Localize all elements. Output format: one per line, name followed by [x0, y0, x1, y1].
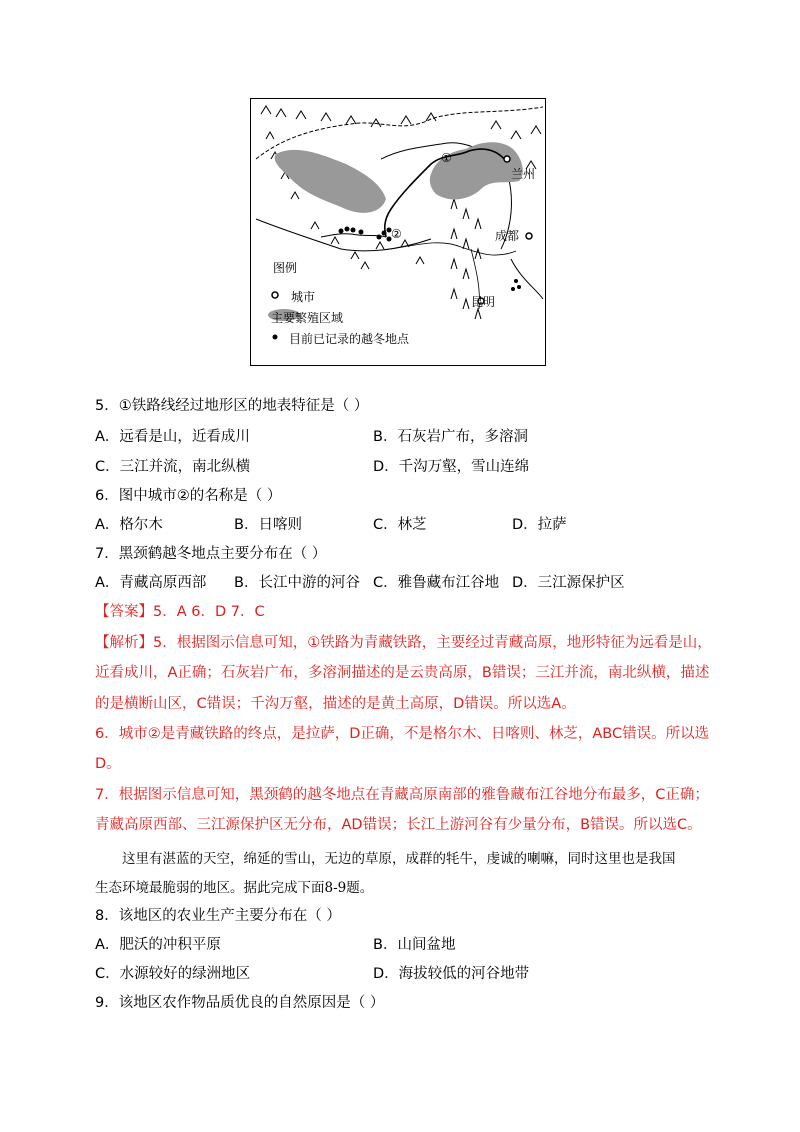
q6-option-b: B．日喀则: [234, 517, 302, 533]
analysis-q7-line-1: 7．根据图示信息可知，黑颈鹤的越冬地点在青藏高原南部的雅鲁藏布江谷地分布最多，C正确；: [95, 787, 709, 803]
city-label-lanzhou: 兰州: [511, 167, 536, 181]
q5-option-c: C．三江并流，南北纵横: [95, 459, 251, 475]
city-label-chengdu: 成都: [495, 229, 520, 243]
q7-option-d: D．三江源保护区: [512, 575, 625, 591]
q6-option-a: A．格尔木: [95, 517, 163, 533]
winter-points: [339, 227, 522, 292]
legend-winter-swatch: [273, 335, 278, 340]
q6-option-d: D．拉萨: [512, 517, 567, 533]
legend-winter-label: 目前已记录的越冬地点: [289, 332, 410, 346]
q7-option-a: A．青藏高原西部: [95, 575, 207, 591]
legend-title: 图例: [273, 261, 298, 275]
legend-breeding-label: 主要繁殖区域: [271, 311, 344, 325]
q8-option-a: A．肥沃的冲积平原: [95, 937, 221, 953]
q5-option-d: D．千沟万壑，雪山连绵: [373, 459, 530, 475]
q7-option-c: C．雅鲁藏布江谷地: [373, 575, 500, 591]
passage-line-1: 这里有湛蓝的天空，绵延的雪山，无边的草原，成群的牦牛，虔诚的喇嘛，同时这里也是我国: [122, 851, 676, 867]
answer-line: 【答案】5．A 6．D 7．C: [95, 604, 265, 620]
map-figure: [250, 98, 546, 366]
q8-option-b: B．山间盆地: [373, 937, 456, 953]
q7-stem: 7．黑颈鹤越冬地点主要分布在（ ）: [95, 546, 327, 562]
analysis-line-3: 的是横断山区，C错误；千沟万壑，描述的是黄土高原，D错误。所以选A。: [95, 696, 576, 712]
q5-option-a: A．远看是山，近看成川: [95, 429, 250, 445]
q5-option-b: B．石灰岩广布，多溶洞: [373, 429, 528, 445]
q7-option-b: B．长江中游的河谷: [234, 575, 360, 591]
passage-line-2: 生态环境最脆弱的地区。据此完成下面8-9题。: [95, 880, 374, 896]
q6-stem: 6．图中城市②的名称是（ ）: [95, 488, 282, 504]
analysis-q7-line-2: 青藏高原西部、三江源保护区无分布，AD错误；长江上游河谷有少量分布，B错误。所以选C。: [95, 817, 702, 833]
analysis-line-1: 【解析】5．根据图示信息可知，①铁路为青藏铁路，主要经过青藏高原，地形特征为远看是山，: [95, 635, 712, 651]
city-marker-2: ②: [391, 227, 402, 241]
analysis-q6-line-1: 6．城市②是青藏铁路的终点，是拉萨，D正确，不是格尔木、日喀则、林芝，ABC错误。所以选: [95, 726, 710, 742]
q9-stem: 9．该地区农作物品质优良的自然原因是（ ）: [95, 995, 385, 1011]
q8-stem: 8．该地区的农业生产主要分布在（ ）: [95, 908, 341, 924]
analysis-line-2: 近看成川，A正确；石灰岩广布，多溶洞描述的是云贵高原，B错误；三江并流，南北纵横，描述: [95, 665, 710, 681]
city-label-kunming: 昆明: [471, 295, 496, 309]
legend-city-label: 城市: [291, 290, 316, 304]
q5-stem: 5．①铁路线经过地形区的地表特征是（ ）: [95, 398, 369, 414]
railway-marker-1: ①: [441, 151, 452, 165]
q8-option-c: C．水源较好的绿洲地区: [95, 966, 251, 982]
q6-option-c: C．林芝: [373, 517, 427, 533]
breeding-area-west: [275, 150, 386, 213]
q8-option-d: D．海拔较低的河谷地带: [373, 966, 530, 982]
analysis-q6-line-2: D。: [95, 756, 121, 772]
